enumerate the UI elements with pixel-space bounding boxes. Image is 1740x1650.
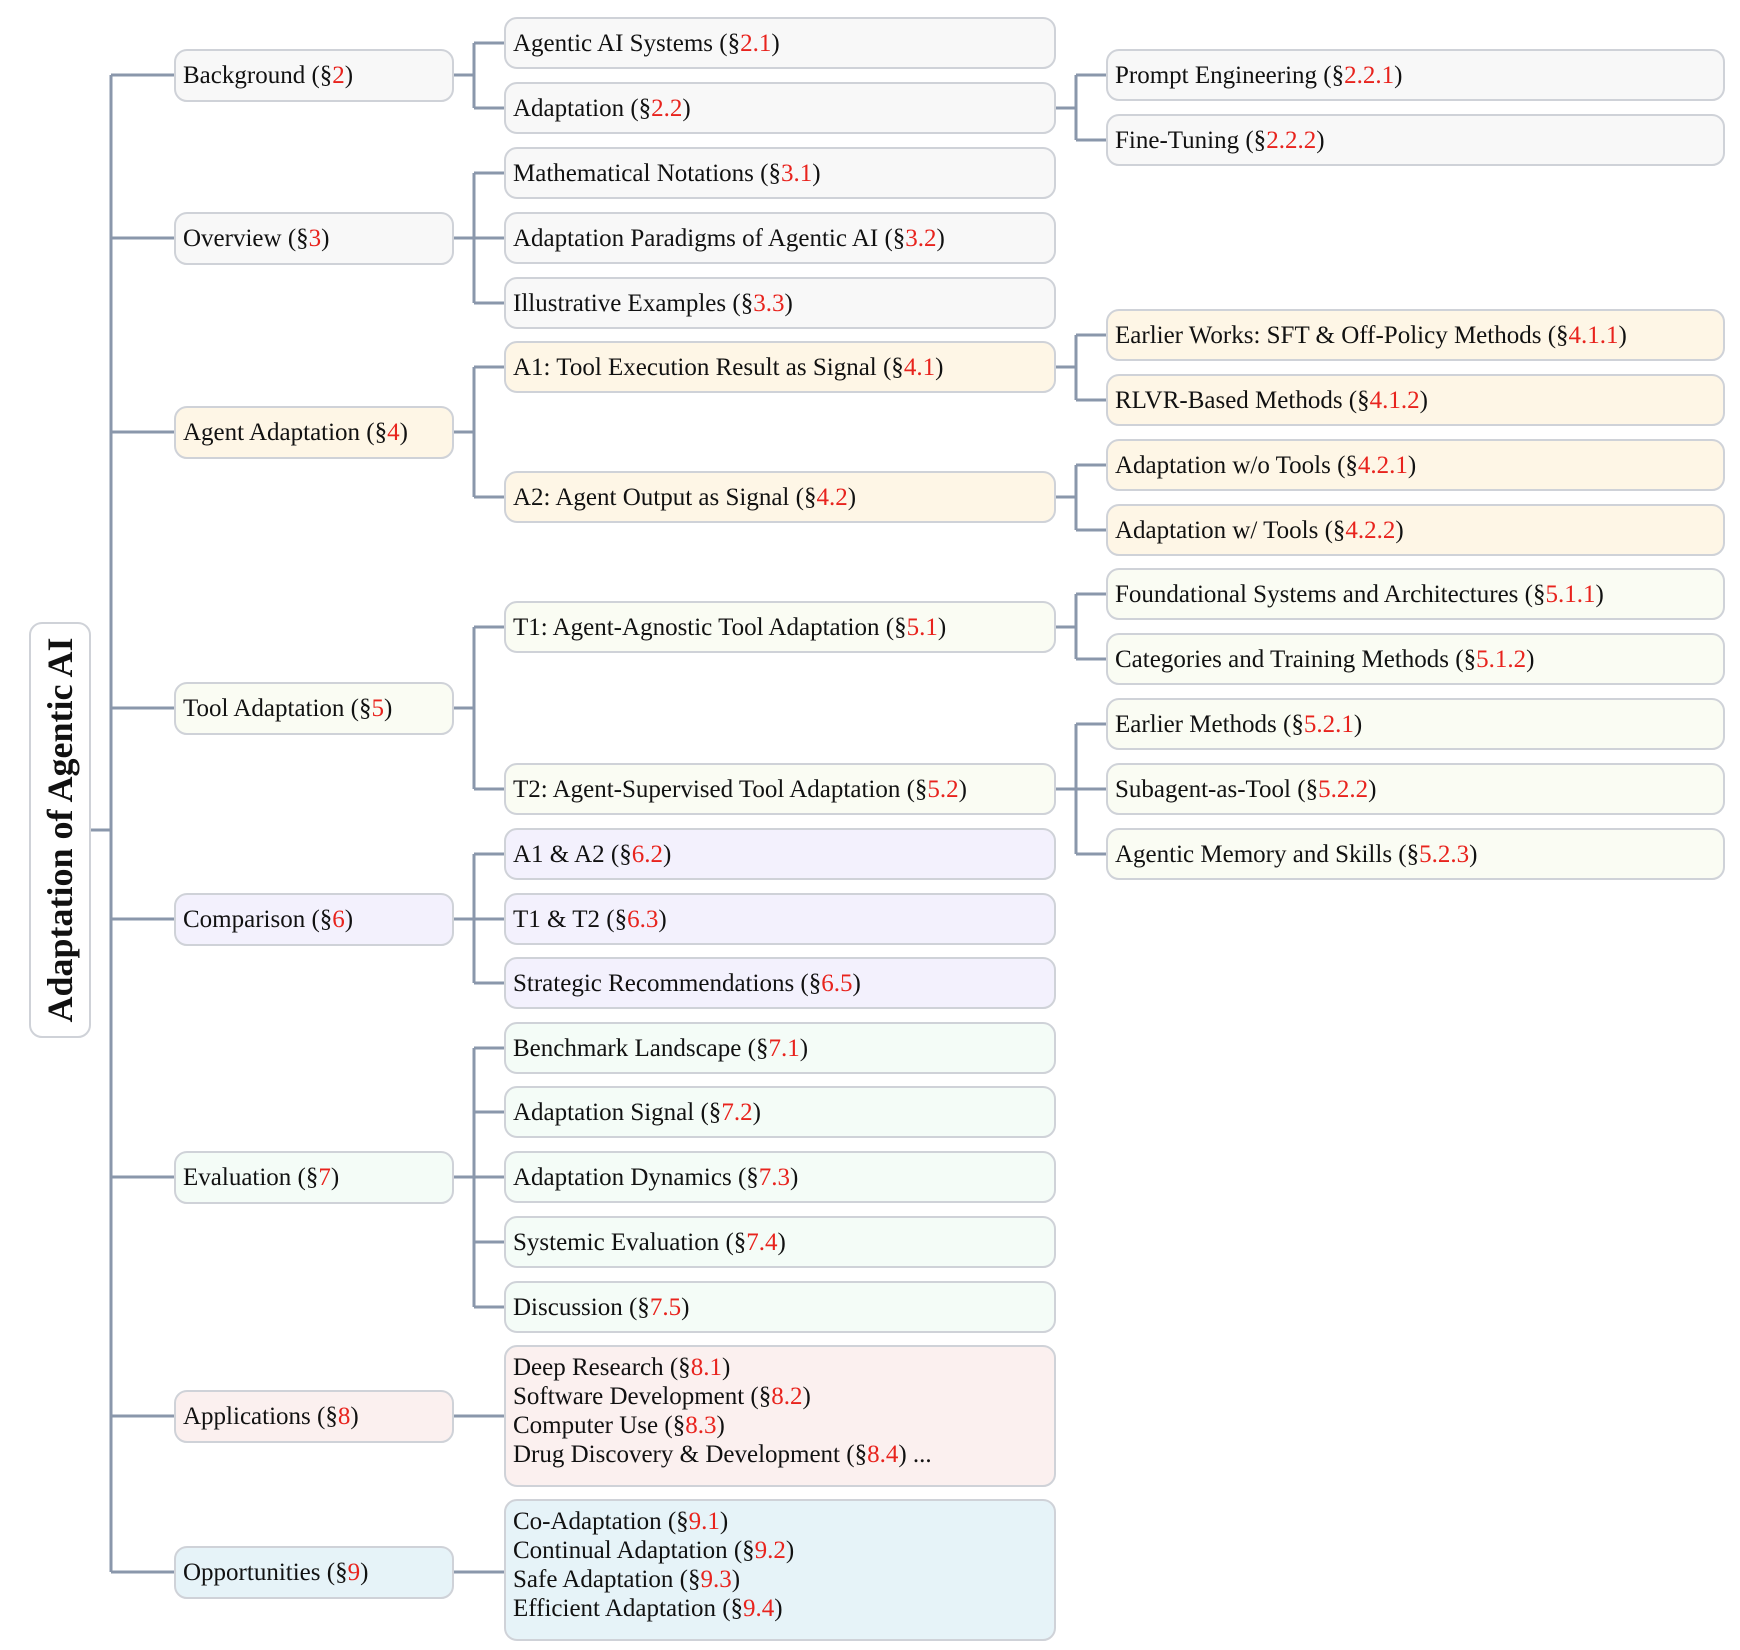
node-a1: [504, 341, 1056, 393]
node-text: Adaptation Paradigms of Agentic AI (§: [513, 224, 906, 252]
node-agent-adaptation: [174, 406, 454, 459]
node-text: Discussion (§: [513, 1293, 650, 1321]
node-text-tail: ): [771, 29, 780, 57]
section-ref: 4.2.2: [1345, 516, 1396, 544]
section-ref: 3.1: [780, 159, 813, 187]
node-text: Earlier Methods (§: [1115, 710, 1304, 738]
node-text: Agentic Memory and Skills (§: [1115, 840, 1420, 868]
node-text-tail: ): [1419, 386, 1428, 414]
node-text-tail: ): [384, 695, 393, 722]
node-text-tail: ): [812, 159, 821, 187]
node-text: Illustrative Examples (§: [513, 289, 754, 317]
section-ref: 8.3: [685, 1412, 717, 1439]
section-ref: 9: [347, 1559, 361, 1586]
root-node: [29, 622, 91, 1038]
section-ref: 8.4: [867, 1441, 899, 1468]
node-tool-adaptation: [174, 682, 454, 735]
section-ref: 5.2.1: [1303, 710, 1354, 738]
node-text-tail: ): [330, 1164, 340, 1191]
node-text-tail: ): [344, 62, 354, 89]
node-evaluation: [174, 1151, 454, 1204]
node-text-tail: ): [399, 419, 408, 446]
node-text: Prompt Engineering (§: [1115, 61, 1345, 89]
node-a2-w-tools: [1106, 504, 1725, 556]
list-item: Deep Research (§8.1): [513, 1354, 731, 1381]
node-text-tail: ): [1395, 516, 1404, 544]
list-item: Efficient Adaptation (§9.4): [513, 1595, 783, 1622]
node-text: T1: Agent-Agnostic Tool Adaptation (§: [513, 613, 907, 641]
node-illustrative-examples: [504, 277, 1056, 329]
node-t2-memory: [1106, 828, 1725, 880]
list-item: Computer Use (§8.3): [513, 1412, 725, 1439]
node-text-tail: ): [799, 1034, 809, 1062]
node-text: Background (§: [183, 62, 333, 89]
section-ref: 2.2: [651, 94, 683, 122]
node-a1-a2: [504, 828, 1056, 880]
node-text: Adaptation w/o Tools (§: [1115, 451, 1358, 479]
node-text: Systemic Evaluation (§: [513, 1228, 747, 1256]
node-strategic-recommendations: [504, 957, 1056, 1009]
node-text: Agent Adaptation (§: [183, 419, 388, 446]
section-ref: 7: [318, 1164, 331, 1191]
node-text: A1: Tool Execution Result as Signal (§: [513, 353, 904, 381]
node-a2: [504, 471, 1056, 523]
node-text-tail: ): [682, 94, 691, 122]
section-ref: 3: [308, 225, 322, 252]
node-prompt-engineering: [1106, 49, 1725, 101]
node-systemic-evaluation: [504, 1216, 1056, 1268]
node-opportunities: [174, 1546, 454, 1599]
node-t1: [504, 601, 1056, 653]
node-text-tail: ): [681, 1293, 690, 1321]
node-text: A2: Agent Output as Signal (§: [513, 483, 817, 511]
section-ref: 6.5: [821, 969, 853, 997]
node-text: Tool Adaptation (§: [183, 695, 372, 722]
node-discussion: [504, 1281, 1056, 1333]
section-ref: 7.3: [758, 1163, 791, 1191]
node-text-tail: ): [1394, 61, 1403, 89]
section-ref: 2.2.1: [1344, 61, 1395, 89]
node-a1-earlier-works: [1106, 309, 1725, 361]
node-text: Categories and Training Methods (§: [1115, 645, 1477, 673]
node-text: A1 & A2 (§: [513, 840, 632, 868]
node-text: RLVR-Based Methods (§: [1115, 386, 1370, 414]
node-text-tail: ): [790, 1163, 799, 1191]
node-text-tail: ): [1618, 321, 1627, 349]
diagram-title: Adaptation of Agentic AI: [40, 637, 80, 1023]
node-text: Opportunities (§: [183, 1559, 348, 1586]
section-ref: 6.2: [631, 840, 663, 868]
node-text-tail: ): [350, 1403, 359, 1430]
node-benchmark-landscape: [504, 1022, 1056, 1074]
section-ref: 7.1: [768, 1034, 800, 1062]
node-applications: [174, 1390, 454, 1443]
node-math-notations: [504, 147, 1056, 199]
section-ref: 4: [387, 419, 400, 446]
node-applications-list: [504, 1345, 1056, 1487]
section-ref: 7.4: [746, 1228, 778, 1256]
node-text-tail: ): [936, 224, 945, 252]
section-ref: 8: [337, 1403, 351, 1430]
node-text-tail: ): [1368, 775, 1377, 803]
node-text: Mathematical Notations (§: [513, 159, 781, 187]
node-fine-tuning: [1106, 114, 1725, 166]
section-ref: 9.3: [700, 1566, 732, 1593]
section-ref: 6: [332, 906, 345, 933]
node-text-tail: ): [1407, 451, 1417, 479]
node-opportunities-list: [504, 1499, 1056, 1641]
node-text-tail: ): [1526, 645, 1535, 673]
section-ref: 8.2: [771, 1383, 803, 1410]
node-overview: [174, 212, 454, 265]
node-text-tail: ): [784, 289, 793, 317]
node-text: Benchmark Landscape (§: [513, 1034, 769, 1062]
section-ref: 4.1.1: [1568, 321, 1619, 349]
section-ref: 7.2: [721, 1098, 753, 1126]
node-text: Applications (§: [183, 1403, 338, 1430]
list-item: Continual Adaptation (§9.2): [513, 1537, 795, 1564]
section-ref: 7.5: [649, 1293, 682, 1321]
node-a1-rlvr: [1106, 374, 1725, 426]
section-ref: 5.2: [927, 775, 959, 803]
node-t1-t2: [504, 893, 1056, 945]
node-text: T2: Agent-Supervised Tool Adaptation (§: [513, 775, 928, 803]
node-a2-wo-tools: [1106, 439, 1725, 491]
node-text-tail: ): [1353, 710, 1363, 738]
node-text: Overview (§: [183, 225, 309, 252]
node-text: Fine-Tuning (§: [1115, 126, 1267, 154]
node-text-tail: ): [777, 1228, 786, 1256]
section-ref: 4.1: [903, 353, 936, 381]
section-ref: 3.3: [753, 289, 785, 317]
node-text-tail: ): [852, 969, 861, 997]
node-text-tail: ): [937, 613, 947, 641]
node-text-tail: ): [321, 225, 330, 252]
node-text: Comparison (§: [183, 906, 333, 933]
node-text-tail: ): [847, 483, 857, 511]
section-ref: 5.1: [906, 613, 938, 641]
node-adaptation-signal: [504, 1086, 1056, 1138]
node-text: Agentic AI Systems (§: [513, 29, 741, 57]
section-ref: 9.4: [743, 1595, 775, 1622]
node-t2-earlier-methods: [1106, 698, 1725, 750]
node-text: Evaluation (§: [183, 1164, 319, 1191]
node-text-tail: ): [360, 1559, 369, 1586]
node-text: Adaptation w/ Tools (§: [1115, 516, 1346, 544]
node-text: Strategic Recommendations (§: [513, 969, 822, 997]
section-ref: 4.2: [816, 483, 848, 511]
node-text-tail: ): [663, 840, 672, 868]
node-t2: [504, 763, 1056, 815]
section-ref: 3.2: [905, 224, 937, 252]
section-ref: 8.1: [690, 1354, 722, 1381]
section-ref: 5.2.3: [1419, 840, 1470, 868]
node-comparison: [174, 893, 454, 946]
node-text: Adaptation Dynamics (§: [513, 1163, 759, 1191]
node-adaptation-dynamics: [504, 1151, 1056, 1203]
section-ref: 4.2.1: [1357, 451, 1408, 479]
section-ref: 5.1.1: [1545, 580, 1596, 608]
node-text-tail: ): [344, 906, 354, 933]
list-item: Software Development (§8.2): [513, 1383, 811, 1410]
section-ref: 9.2: [754, 1537, 786, 1564]
section-ref: 9.1: [688, 1508, 720, 1535]
node-text: T1 & T2 (§: [513, 905, 628, 933]
section-ref: 5.1.2: [1476, 645, 1527, 673]
list-item: Co-Adaptation (§9.1): [513, 1508, 729, 1535]
node-t2-subagent: [1106, 763, 1725, 815]
section-ref: 2.2.2: [1266, 126, 1317, 154]
node-text-tail: ): [958, 775, 967, 803]
node-t1-foundational: [1106, 568, 1725, 620]
node-text: Adaptation (§: [513, 94, 652, 122]
node-text-tail: ): [1316, 126, 1325, 154]
node-text: Adaptation Signal (§: [513, 1098, 722, 1126]
node-text-tail: ): [1469, 840, 1478, 868]
node-text-tail: ): [935, 353, 944, 381]
node-text: Foundational Systems and Architectures (§: [1115, 580, 1546, 608]
node-text-tail: ): [1595, 580, 1604, 608]
section-ref: 5.2.2: [1318, 775, 1369, 803]
node-agentic-ai-systems: [504, 17, 1056, 69]
section-ref: 6.3: [627, 905, 659, 933]
section-ref: 5: [371, 695, 385, 722]
list-item: Safe Adaptation (§9.3): [513, 1566, 741, 1593]
section-ref: 4.1.2: [1369, 386, 1420, 414]
section-ref: 2: [332, 62, 345, 89]
node-text-tail: ): [658, 905, 667, 933]
node-t1-categories: [1106, 633, 1725, 685]
node-text: Earlier Works: SFT & Off-Policy Methods (§: [1115, 321, 1569, 349]
node-adaptation-paradigms: [504, 212, 1056, 264]
node-background: [174, 49, 454, 102]
node-text: Subagent-as-Tool (§: [1115, 775, 1319, 803]
section-ref: 2.1: [740, 29, 772, 57]
list-item: Drug Discovery & Development (§8.4) ...: [513, 1441, 932, 1468]
node-text-tail: ): [752, 1098, 761, 1126]
node-adaptation: [504, 82, 1056, 134]
